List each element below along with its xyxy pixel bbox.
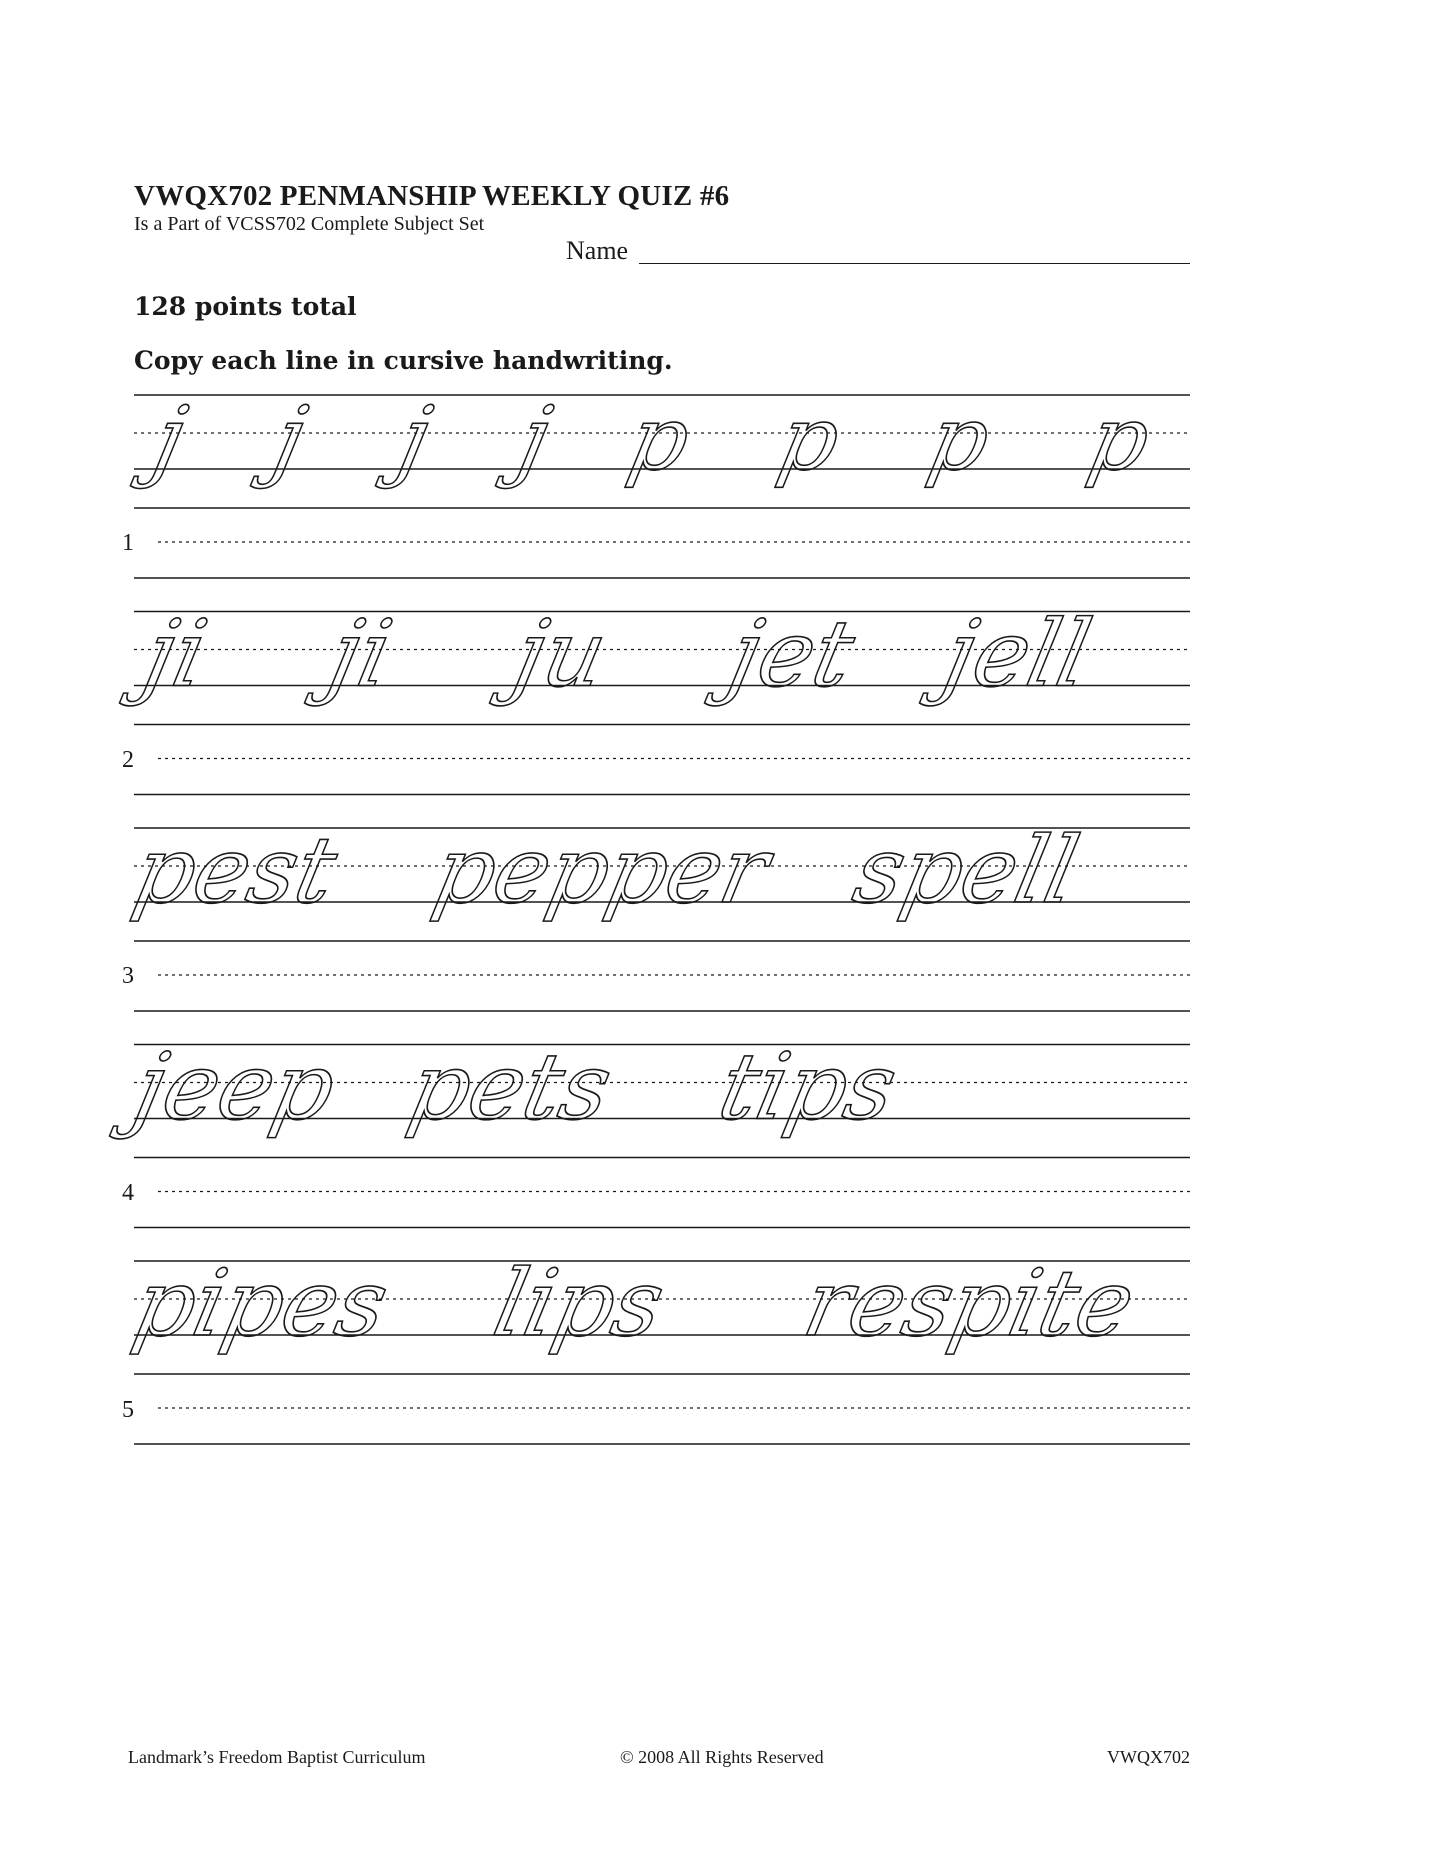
cursive-sample-word: spell <box>845 816 1088 924</box>
footer-code: VWQX702 <box>1107 1747 1190 1767</box>
instructions: Copy each line in cursive handwriting. <box>134 346 673 375</box>
cursive-samples <box>109 387 1159 1357</box>
cursive-sample-word: p <box>1080 386 1159 490</box>
footer-publisher: Landmark’s Freedom Baptist Curriculum <box>128 1747 426 1767</box>
page-title: VWQX702 PENMANSHIP WEEKLY QUIZ #6 <box>134 180 730 212</box>
cursive-sample-word: pepper <box>425 816 778 924</box>
cursive-sample-word: ji <box>135 600 217 708</box>
cursive-sample-word: ju <box>505 600 616 708</box>
line-number-3: 3 <box>122 963 134 989</box>
cursive-sample-word: jet <box>720 600 863 708</box>
line-number-5: 5 <box>122 1397 134 1423</box>
cursive-sample-word: p <box>920 386 999 490</box>
cursive-sample-word: ji <box>320 600 402 708</box>
cursive-sample-word: respite <box>795 1249 1144 1357</box>
cursive-sample-word: p <box>770 386 849 490</box>
cursive-sample-word: lips <box>485 1249 674 1357</box>
line-number-2: 2 <box>122 747 134 773</box>
line-number-1: 1 <box>122 530 134 556</box>
cursive-sample-word: pest <box>125 816 346 924</box>
name-label: Name <box>566 236 629 265</box>
line-number-4: 4 <box>122 1180 134 1206</box>
cursive-sample-word: tips <box>710 1033 906 1141</box>
cursive-sample-word: p <box>620 386 699 490</box>
cursive-sample-word: j <box>510 386 560 490</box>
cursive-sample-word: pipes <box>125 1249 397 1357</box>
cursive-sample-word: j <box>265 386 315 490</box>
cursive-sample-word: jell <box>935 600 1100 708</box>
cursive-sample-word: pets <box>400 1033 621 1141</box>
page-subtitle: Is a Part of VCSS702 Complete Subject Set <box>134 213 485 235</box>
footer-copyright: © 2008 All Rights Reserved <box>620 1747 824 1767</box>
cursive-sample-word: j <box>145 386 195 490</box>
points-total: 128 points total <box>134 292 357 321</box>
cursive-sample-word: jeep <box>125 1033 345 1141</box>
cursive-sample-word: j <box>390 386 440 490</box>
